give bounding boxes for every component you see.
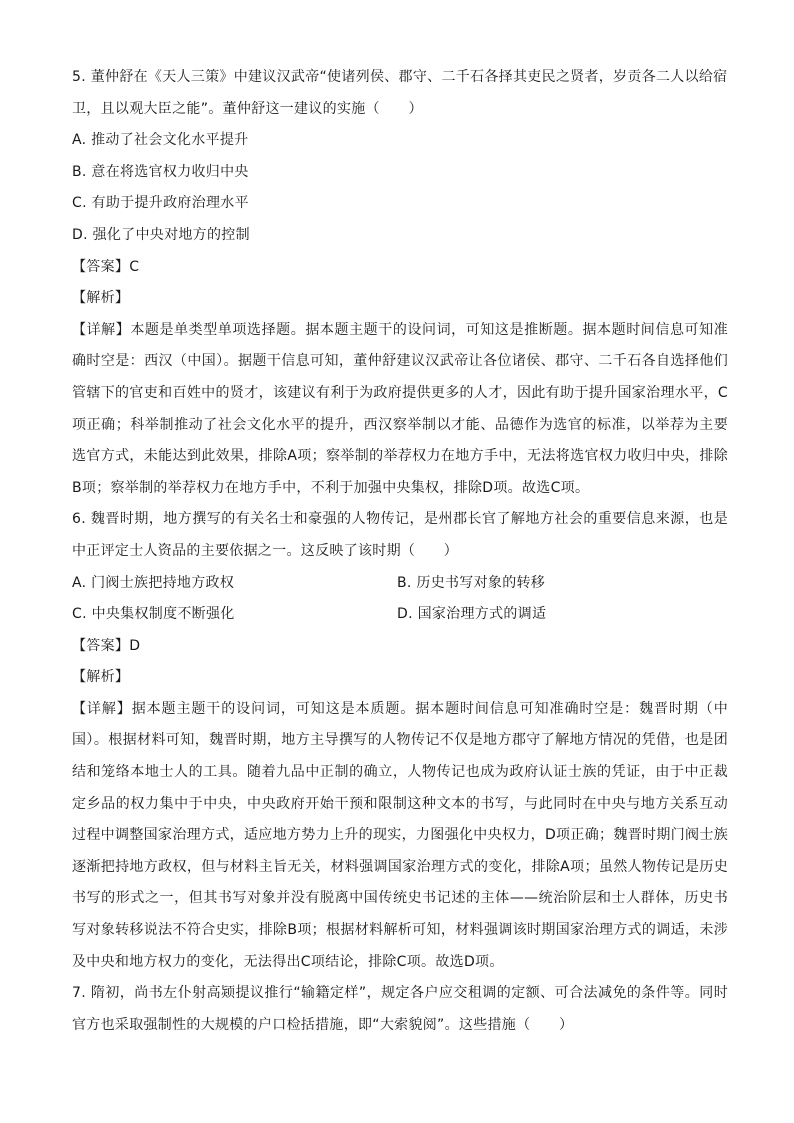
q6-answer: 【答案】D (72, 637, 141, 654)
q6-detail: 【详解】据本题主题干的设问词，可知这是本质题。据本题时间信息可知准确时空是：魏晋时期（中国）。根据材料可知，魏晋时期，地方主导撰写的人物传记不仅是地方郡守了解地方情况的凭借，也是团结和笼络本地士人的工具。随着九品中正制的确立，人物传记也成为政府认证士族的凭证，由于中正裁定乡品的权力集中于中央，中央政府开始干预和限制这种文本的书写，与此同时在中央与地方关系互动过程中调整国家治理方式，适应地方势力上升的现实，力图强化中央权力，D项正确；魏晋时期门阀士族逐渐把持地方政权，但与材料主旨无关，材料强调国家治理方式的变化，排除A项；虽然人物传记是历史书写的形式之一，但其书写对象并没有脱离中国传统史书记述的主体——统治阶层和士人群体，历史书写对象转移说法不符合史实，排除B项；根据材料解析可知，材料强调该时期国家治理方式的调适，未涉及中央和地方权力的变化，无法得出C项结论，排除C项。故选D项。 (72, 700, 728, 970)
q5-option-b: B. 意在将选官权力收归中央 (72, 163, 249, 180)
q5-stem-line1: 5. 董仲舒在《天人三策》中建议汉武帝“使诸列侯、郡守、二千石各择其吏民之贤者，岁贡各二人以给宿 (72, 69, 728, 85)
q6-option-c: C. 中央集权制度不断强化 (72, 606, 235, 623)
q6-option-a: A. 门阀士族把持地方政权 (72, 574, 235, 591)
q6-option-b: B. 历史书写对象的转移 (397, 574, 546, 591)
q5-option-a: A. 推动了社会文化水平提升 (72, 132, 249, 149)
q5-stem-line2: 卫，且以观大臣之能”。董仲舒这一建议的实施（ ） (72, 100, 423, 117)
question-5 (72, 62, 728, 504)
q6-options-row2 (72, 599, 728, 631)
q5-answer: 【答案】C (72, 258, 140, 275)
q7-stem: 7. 隋初，尚书左仆射高颎提议推行“输籍定样”，规定各户应交租调的定额、可合法减免的条件等。同时官方也采取强制性的大规模的户口检括措施，即“大索貌阅”。这些措施（ ） (72, 985, 728, 1033)
q6-options-row1 (72, 568, 728, 600)
question-6 (72, 504, 728, 978)
document-page (72, 62, 728, 1041)
q6-stem: 6. 魏晋时期，地方撰写的有关名士和豪强的人物传记，是州郡长官了解地方社会的重要信息来源，也是中正评定士人资品的主要依据之一。这反映了该时期（ ） (72, 511, 728, 559)
q6-option-d: D. 国家治理方式的调适 (397, 606, 547, 623)
q5-analysis-label: 【解析】 (72, 290, 130, 307)
q5-detail: 【详解】本题是单类型单项选择题。据本题主题干的设问词，可知这是推断题。据本题时间信息可知准确时空是：西汉（中国）。据题干信息可知，董仲舒建议汉武帝让各位诸侯、郡守、二千石各自选择他们管辖下的官吏和百姓中的贤才，该建议有利于为政府提供更多的人才，因此有助于提升国家治理水平，C项正确；科举制推动了社会文化水平的提升，西汉察举制以才能、品德作为选官的标准，以举荐为主要选官方式，未能达到此效果，排除A项；察举制的举荐权力在地方手中，无法将选官权力收归中央，排除B项；察举制的举荐权力在地方手中，不利于加强中央集权，排除D项。故选C项。 (72, 321, 728, 496)
q5-option-c: C. 有助于提升政府治理水平 (72, 195, 249, 212)
question-7 (72, 978, 728, 1041)
q6-analysis-label: 【解析】 (72, 669, 130, 686)
q5-option-d: D. 强化了中央对地方的控制 (72, 226, 250, 243)
